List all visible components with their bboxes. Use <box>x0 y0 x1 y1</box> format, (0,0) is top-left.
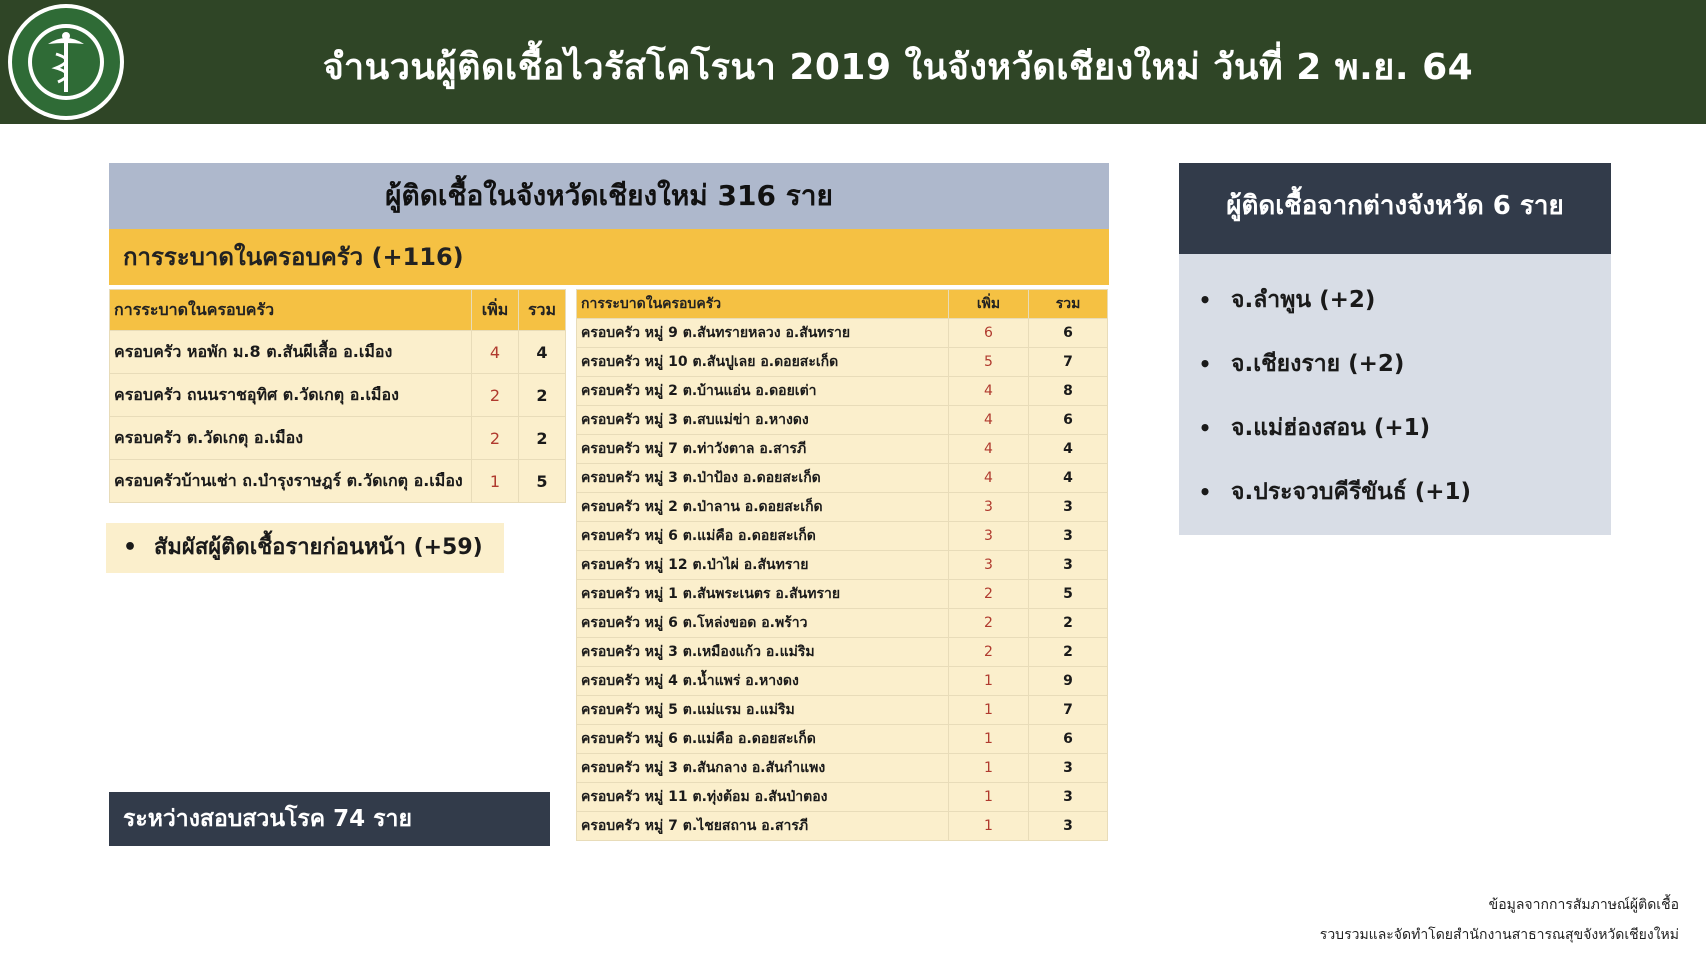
cluster-name: ครอบครัว หมู่ 2 ต.บ้านแอ่น อ.ดอยเต่า <box>577 377 949 406</box>
table-row <box>577 754 1108 783</box>
table-row <box>577 638 1108 667</box>
chiangmai-cases-title: ผู้ติดเชื้อในจังหวัดเชียงใหม่ 316 ราย <box>109 163 1109 229</box>
cluster-name: ครอบครัว หมู่ 10 ต.สันปูเลย อ.ดอยสะเก็ด <box>577 348 949 377</box>
cluster-add: 2 <box>472 374 519 417</box>
cluster-add: 3 <box>949 522 1029 551</box>
table-row <box>577 377 1108 406</box>
cluster-total: 3 <box>1029 812 1108 841</box>
table-row <box>110 331 566 374</box>
cluster-name: ครอบครัว หมู่ 6 ต.แม่คือ อ.ดอยสะเก็ด <box>577 725 949 754</box>
cluster-add: 2 <box>949 638 1029 667</box>
cluster-add: 2 <box>949 580 1029 609</box>
table-row <box>110 374 566 417</box>
cluster-add: 4 <box>949 435 1029 464</box>
table-row <box>577 696 1108 725</box>
cluster-add: 6 <box>949 319 1029 348</box>
bullet-icon: • <box>1198 288 1212 312</box>
chiangmai-cases-panel <box>109 163 1109 285</box>
table-header-row <box>110 290 566 331</box>
cluster-add: 4 <box>949 464 1029 493</box>
column-header-cluster: การระบาดในครอบครัว <box>110 290 472 331</box>
cluster-total: 4 <box>1029 435 1108 464</box>
column-header-total: รวม <box>519 290 566 331</box>
cluster-add: 1 <box>949 696 1029 725</box>
list-item <box>1179 396 1611 460</box>
list-item <box>1179 460 1611 524</box>
cluster-total: 5 <box>519 460 566 503</box>
table-row <box>577 464 1108 493</box>
cluster-name: ครอบครัว หมู่ 9 ต.สันทรายหลวง อ.สันทราย <box>577 319 949 348</box>
cluster-total: 2 <box>519 417 566 460</box>
contact-cases-box <box>106 523 504 573</box>
column-header-total: รวม <box>1029 290 1108 319</box>
table-row <box>577 783 1108 812</box>
cluster-add: 2 <box>949 609 1029 638</box>
cluster-total: 3 <box>1029 551 1108 580</box>
cluster-total: 7 <box>1029 696 1108 725</box>
cluster-name: ครอบครัว ถนนราชอุทิศ ต.วัดเกตุ อ.เมือง <box>110 374 472 417</box>
other-provinces-list <box>1179 254 1611 524</box>
cluster-add: 4 <box>949 377 1029 406</box>
table-row <box>577 812 1108 841</box>
table-row <box>577 725 1108 754</box>
cluster-name: ครอบครัว หมู่ 7 ต.ไชยสถาน อ.สารภี <box>577 812 949 841</box>
cluster-total: 9 <box>1029 667 1108 696</box>
family-cluster-table-left <box>109 289 566 503</box>
table-row <box>577 319 1108 348</box>
cluster-name: ครอบครัว หมู่ 3 ต.สันกลาง อ.สันกำแพง <box>577 754 949 783</box>
table-row <box>110 460 566 503</box>
other-provinces-title: ผู้ติดเชื้อจากต่างจังหวัด 6 ราย <box>1179 163 1611 254</box>
cluster-total: 6 <box>1029 319 1108 348</box>
family-cluster-heading: การระบาดในครอบครัว (+116) <box>109 229 1109 285</box>
cluster-add: 1 <box>949 783 1029 812</box>
cluster-total: 7 <box>1029 348 1108 377</box>
cluster-add: 2 <box>472 417 519 460</box>
table-row <box>577 580 1108 609</box>
page-title: จำนวนผู้ติดเชื้อไวรัสโคโรนา 2019 ในจังหวัดเชียงใหม่ วันที่ 2 พ.ย. 64 <box>322 47 1474 88</box>
cluster-add: 3 <box>949 493 1029 522</box>
list-item <box>1179 332 1611 396</box>
cluster-name: ครอบครัว หมู่ 3 ต.ป่าป้อง อ.ดอยสะเก็ด <box>577 464 949 493</box>
table-row <box>577 435 1108 464</box>
cluster-add: 3 <box>949 551 1029 580</box>
cluster-total: 3 <box>1029 783 1108 812</box>
table-row <box>577 406 1108 435</box>
cluster-add: 5 <box>949 348 1029 377</box>
bullet-icon: • <box>122 535 138 560</box>
cluster-name: ครอบครัว หมู่ 6 ต.แม่คือ อ.ดอยสะเก็ด <box>577 522 949 551</box>
footer-source-line: ข้อมูลจากการสัมภาษณ์ผู้ติดเชื้อ <box>1488 897 1679 913</box>
cluster-name: ครอบครัว หมู่ 5 ต.แม่แรม อ.แม่ริม <box>577 696 949 725</box>
column-header-add: เพิ่ม <box>949 290 1029 319</box>
cluster-name: ครอบครัว หมู่ 2 ต.ป่าลาน อ.ดอยสะเก็ด <box>577 493 949 522</box>
other-provinces-panel <box>1179 163 1611 535</box>
cluster-add: 4 <box>949 406 1029 435</box>
cluster-name: ครอบครัว หมู่ 12 ต.ป่าไผ่ อ.สันทราย <box>577 551 949 580</box>
cluster-total: 4 <box>519 331 566 374</box>
cluster-name: ครอบครัว หมู่ 3 ต.เหมืองแก้ว อ.แม่ริม <box>577 638 949 667</box>
cluster-total: 4 <box>1029 464 1108 493</box>
cluster-total: 2 <box>519 374 566 417</box>
bullet-icon: • <box>1198 416 1212 440</box>
list-item <box>1179 268 1611 332</box>
table-row <box>110 417 566 460</box>
table-row <box>577 348 1108 377</box>
cluster-add: 1 <box>472 460 519 503</box>
cluster-total: 6 <box>1029 725 1108 754</box>
header-bar <box>0 0 1706 124</box>
cluster-name: ครอบครัว หมู่ 6 ต.โหล่งขอด อ.พร้าว <box>577 609 949 638</box>
cluster-name: ครอบครัวบ้านเช่า ถ.บำรุงราษฎร์ ต.วัดเกตุ อ.เมือง <box>110 460 472 503</box>
table-header-row <box>577 290 1108 319</box>
cluster-add: 4 <box>472 331 519 374</box>
cluster-add: 1 <box>949 754 1029 783</box>
footer-credit-line: รวบรวมและจัดทำโดยสำนักงานสาธารณสุขจังหวัดเชียงใหม่ <box>1319 927 1679 943</box>
bullet-icon: • <box>1198 352 1212 376</box>
footer-note <box>1320 890 1679 950</box>
cluster-total: 2 <box>1029 609 1108 638</box>
column-header-cluster: การระบาดในครอบครัว <box>577 290 949 319</box>
table-row <box>577 609 1108 638</box>
cluster-name: ครอบครัว หมู่ 4 ต.น้ำแพร่ อ.หางดง <box>577 667 949 696</box>
bullet-icon: • <box>1198 480 1212 504</box>
cluster-name: ครอบครัว ต.วัดเกตุ อ.เมือง <box>110 417 472 460</box>
under-investigation-box: ระหว่างสอบสวนโรค 74 ราย <box>109 792 550 846</box>
province-label: จ.เชียงราย (+2) <box>1231 351 1405 377</box>
cluster-total: 3 <box>1029 754 1108 783</box>
table-row <box>577 667 1108 696</box>
cluster-name: ครอบครัว หมู่ 11 ต.ทุ่งต้อม อ.สันป่าตอง <box>577 783 949 812</box>
table-row <box>577 522 1108 551</box>
table-row <box>577 493 1108 522</box>
province-label: จ.แม่ฮ่องสอน (+1) <box>1231 415 1431 441</box>
cluster-total: 5 <box>1029 580 1108 609</box>
cluster-total: 8 <box>1029 377 1108 406</box>
cluster-name: ครอบครัว หมู่ 3 ต.สบแม่ข่า อ.หางดง <box>577 406 949 435</box>
ministry-logo-icon <box>4 2 128 122</box>
family-cluster-table-right <box>576 289 1108 841</box>
province-label: จ.ลำพูน (+2) <box>1231 287 1376 313</box>
cluster-total: 3 <box>1029 522 1108 551</box>
table-row <box>577 551 1108 580</box>
cluster-add: 1 <box>949 725 1029 754</box>
column-header-add: เพิ่ม <box>472 290 519 331</box>
cluster-total: 6 <box>1029 406 1108 435</box>
cluster-total: 2 <box>1029 638 1108 667</box>
cluster-add: 1 <box>949 812 1029 841</box>
cluster-name: ครอบครัว หอพัก ม.8 ต.สันผีเสื้อ อ.เมือง <box>110 331 472 374</box>
cluster-name: ครอบครัว หมู่ 1 ต.สันพระเนตร อ.สันทราย <box>577 580 949 609</box>
province-label: จ.ประจวบคีรีขันธ์ (+1) <box>1231 479 1472 505</box>
cluster-name: ครอบครัว หมู่ 7 ต.ท่าวังตาล อ.สารภี <box>577 435 949 464</box>
cluster-total: 3 <box>1029 493 1108 522</box>
contact-cases-label: สัมผัสผู้ติดเชื้อรายก่อนหน้า (+59) <box>154 535 483 560</box>
cluster-add: 1 <box>949 667 1029 696</box>
